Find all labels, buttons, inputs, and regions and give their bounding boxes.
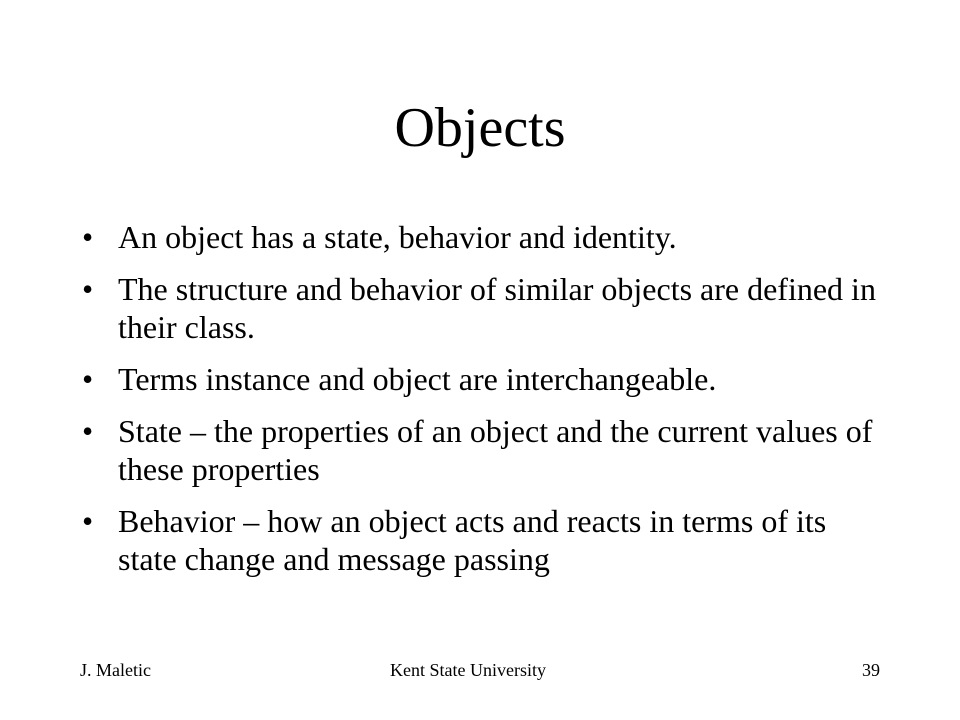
slide-title: Objects (394, 97, 566, 159)
bullet-marker: • (82, 361, 94, 397)
bullet-marker: • (82, 219, 94, 255)
bullet-item (82, 218, 882, 256)
bullet-marker: • (82, 413, 94, 449)
footer-page-number: 39 (862, 660, 880, 680)
bullet-item (82, 360, 882, 398)
footer-institution: Kent State University (390, 660, 546, 680)
bullet-text: Terms instance and object are interchangeable. (118, 361, 717, 397)
bullet-text: State – the properties of an object and the current values of these properties (118, 413, 873, 487)
bullet-text: Behavior – how an object acts and reacts in terms of its state change and message passing (118, 503, 827, 577)
bullet-item (82, 412, 882, 488)
bullet-text: An object has a state, behavior and identity. (118, 219, 677, 255)
bullet-marker: • (82, 271, 94, 307)
bullet-item (82, 270, 882, 346)
bullet-marker: • (82, 503, 94, 539)
bullet-text: The structure and behavior of similar objects are defined in their class. (118, 271, 876, 345)
footer-author: J. Maletic (80, 660, 151, 680)
bullet-list (82, 218, 882, 592)
bullet-item (82, 502, 882, 578)
